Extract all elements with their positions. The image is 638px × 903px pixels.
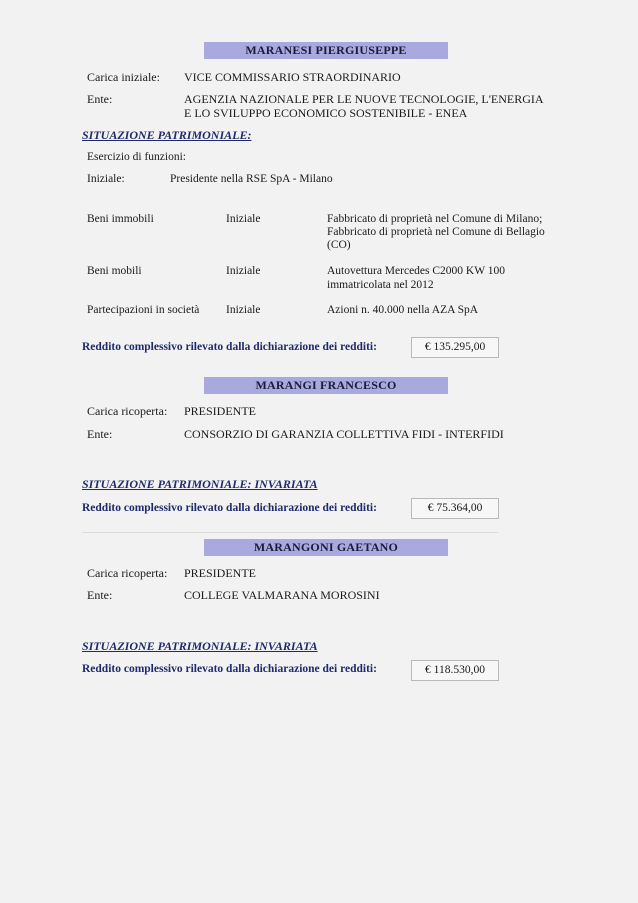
entity-value: COLLEGE VALMARANA MOROSINI <box>184 588 380 602</box>
entity-label: Ente: <box>87 92 113 106</box>
asset-status: Iniziale <box>226 304 261 316</box>
asset-detail-line: Autovettura Mercedes C2000 KW 100 <box>327 265 505 277</box>
situation-title: SITUAZIONE PATRIMONIALE: INVARIATA <box>82 639 318 653</box>
asset-detail-line: (CO) <box>327 239 351 251</box>
asset-type: Beni immobili <box>87 213 154 225</box>
role-value: VICE COMMISSARIO STRAORDINARIO <box>184 70 401 84</box>
role-label: Carica ricoperta: <box>87 404 168 418</box>
income-value: € 118.530,00 <box>411 660 499 681</box>
situation-title: SITUAZIONE PATRIMONIALE: INVARIATA <box>82 477 318 491</box>
asset-status: Iniziale <box>226 213 261 225</box>
role-value: PRESIDENTE <box>184 404 256 418</box>
asset-status: Iniziale <box>226 265 261 277</box>
person-name-header: MARANESI PIERGIUSEPPE <box>204 42 448 59</box>
asset-detail-line: immatricolata nel 2012 <box>327 279 434 291</box>
income-label: Reddito complessivo rilevato dalla dichiarazione dei redditi: <box>82 341 377 353</box>
role-label: Carica iniziale: <box>87 70 160 84</box>
person-name-header: MARANGONI GAETANO <box>204 539 448 556</box>
income-label: Reddito complessivo rilevato dalla dichiarazione dei redditi: <box>82 502 377 514</box>
income-value: € 135.295,00 <box>411 337 499 358</box>
entity-label: Ente: <box>87 588 113 602</box>
entity-value: CONSORZIO DI GARANZIA COLLETTIVA FIDI - INTERFIDI <box>184 427 504 441</box>
asset-type: Beni mobili <box>87 265 142 277</box>
income-value: € 75.364,00 <box>411 498 499 519</box>
functions-label: Esercizio di funzioni: <box>87 151 186 163</box>
role-label: Carica ricoperta: <box>87 566 168 580</box>
income-label: Reddito complessivo rilevato dalla dichiarazione dei redditi: <box>82 663 377 675</box>
entity-label: Ente: <box>87 427 113 441</box>
entity-value-line2: E LO SVILUPPO ECONOMICO SOSTENIBILE - ENEA <box>184 106 468 120</box>
section-divider <box>82 532 498 533</box>
asset-detail-line: Fabbricato di proprietà nel Comune di Milano; <box>327 213 543 225</box>
asset-detail-line: Azioni n. 40.000 nella AZA SpA <box>327 304 479 316</box>
asset-type: Partecipazioni in società <box>87 304 200 316</box>
role-value: PRESIDENTE <box>184 566 256 580</box>
person-name-header: MARANGI FRANCESCO <box>204 377 448 394</box>
initial-value: Presidente nella RSE SpA - Milano <box>170 173 333 185</box>
entity-value-line1: AGENZIA NAZIONALE PER LE NUOVE TECNOLOGIE, L'ENERGIA <box>184 92 544 106</box>
asset-detail-line: Fabbricato di proprietà nel Comune di Bellagio <box>327 226 545 238</box>
initial-label: Iniziale: <box>87 173 125 185</box>
situation-title: SITUAZIONE PATRIMONIALE: <box>82 128 252 142</box>
